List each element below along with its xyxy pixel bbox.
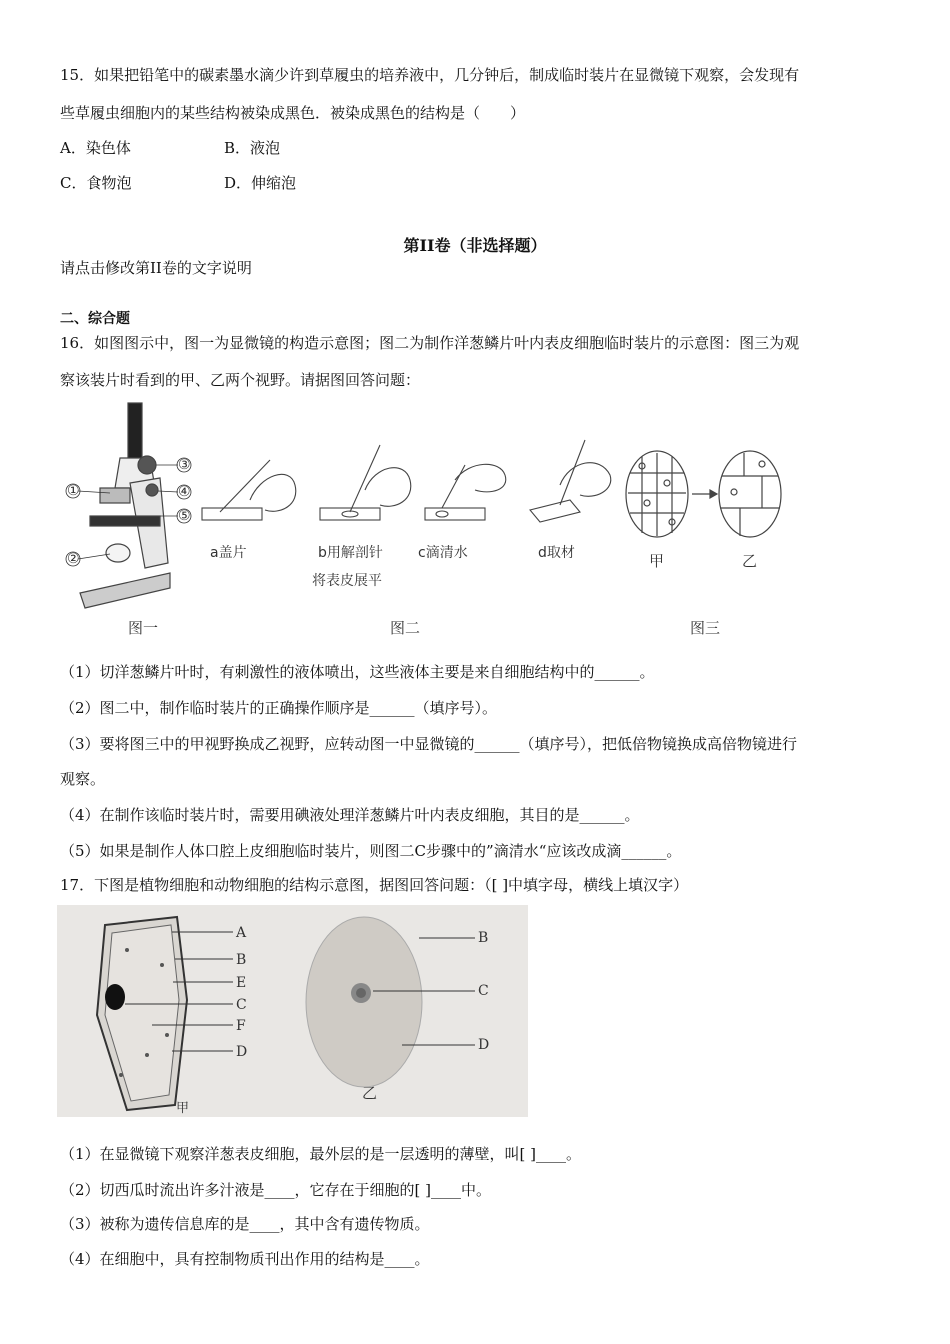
q16-stem-line1: 16．如图图示中，图一为显微镜的构造示意图；图二为制作洋葱鳞片叶内表皮细胞临时装片的示意图：图三为观 — [60, 334, 800, 352]
plant-label-c: C — [236, 997, 247, 1013]
q16-sub5: （5）如果是制作人体口腔上皮细胞临时装片，则图二C步骤中的”滴清水“应该改成滴______。 — [60, 842, 682, 860]
step-b-label-line2: 将表皮展平 — [312, 573, 382, 589]
q15-option-a: A．染色体 — [60, 139, 131, 157]
q17-sub2: （2）切西瓜时流出许多汁液是____，它存在于细胞的[ ]____中。 — [60, 1181, 492, 1199]
q15-stem-line2: 些草履虫细胞内的某些结构被染成黑色．被染成黑色的结构是（ ） — [60, 104, 526, 122]
plant-label-f: F — [236, 1018, 246, 1034]
section-title: 第II卷（非选择题） — [403, 236, 547, 255]
step-b-label-line1: b用解剖针 — [318, 545, 383, 561]
figure-caption-2: 图二 — [390, 619, 421, 637]
q16-stem-line2: 察该装片时看到的甲、乙两个视野。请据图回答问题： — [60, 371, 421, 389]
plant-label-e: E — [236, 975, 247, 991]
q16-sub2: （2）图二中，制作临时装片的正确操作顺序是______（填序号）。 — [60, 699, 498, 717]
animal-label-b: B — [478, 930, 489, 946]
q17-sub1: （1）在显微镜下观察洋葱表皮细胞，最外层的是一层透明的薄壁，叫[ ]____。 — [60, 1145, 582, 1163]
section-heading: 二、综合题 — [60, 311, 130, 327]
cell-structure-figure — [57, 905, 528, 1117]
microscope-label-3: ③ — [178, 457, 191, 473]
preparation-steps-figure — [200, 430, 620, 530]
figure-caption-3: 图三 — [690, 619, 721, 637]
q16-sub3-line2: 观察。 — [60, 770, 106, 788]
q17-sub3: （3）被称为遗传信息库的是____，其中含有遗传物质。 — [60, 1215, 430, 1233]
plant-label-b: B — [236, 952, 247, 968]
q16-sub3-line1: （3）要将图三中的甲视野换成乙视野，应转动图一中显微镜的______（填序号），把低倍物镜换成高倍物镜进行 — [60, 735, 798, 753]
step-a-label: a盖片 — [210, 545, 247, 561]
plant-label-a: A — [236, 925, 247, 941]
microscope-label-2: ② — [67, 551, 80, 567]
animal-label-c: C — [478, 983, 489, 999]
q15-stem-line1: 15．如果把铅笔中的碳素墨水滴少许到草履虫的培养液中，几分钟后，制成临时装片在显微镜下观察，会发现有 — [60, 66, 800, 84]
q17-sub4: （4）在细胞中，具有控制物质刊出作用的结构是____。 — [60, 1250, 430, 1268]
q15-option-b: B．液泡 — [224, 139, 281, 157]
q16-sub1: （1）切洋葱鳞片叶时，有刺激性的液体喷出，这些液体主要是来自细胞结构中的______。 — [60, 663, 655, 681]
plant-cell-caption: 甲 — [176, 1101, 190, 1116]
microscope-label-5: ⑤ — [178, 508, 191, 524]
view-label-jia: 甲 — [649, 552, 665, 570]
microscope-figure — [60, 398, 200, 613]
microscope-views-figure — [622, 448, 787, 543]
microscope-label-4: ④ — [178, 484, 191, 500]
animal-label-d: D — [478, 1037, 490, 1053]
figure-caption-1: 图一 — [128, 619, 159, 637]
plant-label-d: D — [236, 1044, 248, 1060]
section-note[interactable]: 请点击修改第II卷的文字说明 — [60, 259, 252, 277]
q17-stem: 17．下图是植物细胞和动物细胞的结构示意图，据图回答问题：（[ ]中填字母，横线上填汉字） — [60, 876, 689, 894]
animal-cell-caption: 乙 — [362, 1084, 378, 1102]
q15-option-d: D．伸缩泡 — [224, 174, 297, 192]
q16-sub4: （4）在制作该临时装片时，需要用碘液处理洋葱鳞片叶内表皮细胞，其目的是______。 — [60, 806, 640, 824]
step-c-label: c滴清水 — [418, 545, 468, 561]
step-d-label: d取材 — [538, 545, 575, 561]
microscope-label-1: ① — [67, 483, 80, 499]
view-label-yi: 乙 — [742, 552, 758, 570]
q15-option-c: C．食物泡 — [60, 174, 132, 192]
